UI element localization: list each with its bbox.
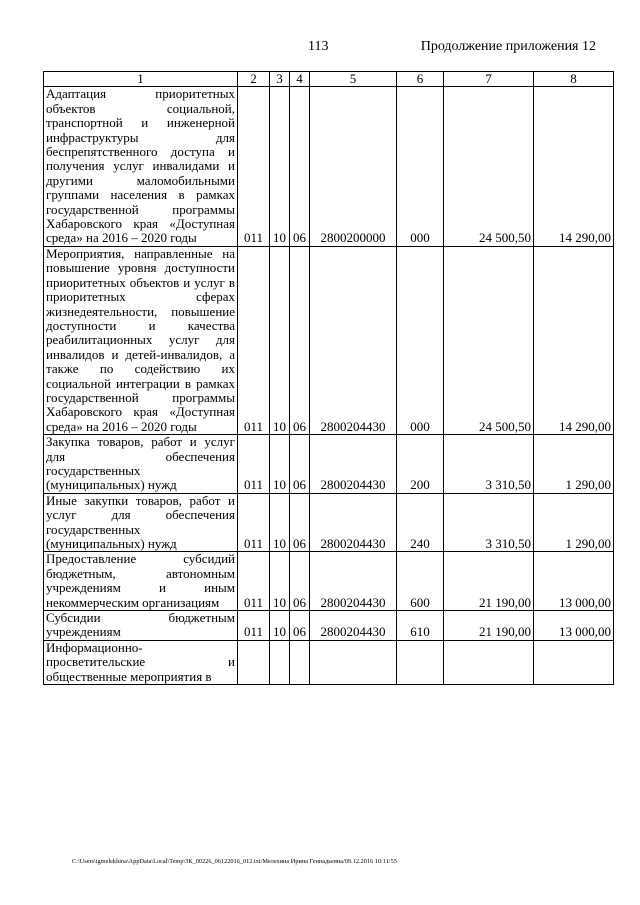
table-row <box>44 87 614 246</box>
code-ministry: 011 <box>238 435 270 494</box>
table-row <box>44 246 614 434</box>
code-expense-type: 600 <box>397 552 444 611</box>
code-target: 2800204430 <box>310 493 397 552</box>
row-name: Информационно-просветительские и общественные мероприятия в <box>44 640 238 684</box>
code-target: 2800204430 <box>310 611 397 641</box>
row-name: Предоставление субсидий бюджетным, автономным учреждениям и иным некоммерческим организациям <box>44 552 238 611</box>
code-expense-type: 240 <box>397 493 444 552</box>
amount-col8: 13 000,00 <box>534 611 614 641</box>
code-ministry: 011 <box>238 611 270 641</box>
code-subsection: 06 <box>290 552 310 611</box>
column-number: 2 <box>238 72 270 87</box>
page-number: 113 <box>308 39 329 54</box>
budget-table <box>43 71 614 685</box>
code-target: 2800204430 <box>310 246 397 434</box>
table-row <box>44 552 614 611</box>
column-number-row <box>44 72 614 87</box>
amount-col8: 14 290,00 <box>534 87 614 246</box>
row-name: Адаптация приоритетных объектов социальной, транспортной и инженерной инфраструктуры для беспрепятственного доступа и получения услуг инвалидами и другими маломобильными группами населения в рамках государственной программы Хабаровского края «Доступная среда» на 2016 – 2020 годы <box>44 87 238 246</box>
table-row <box>44 611 614 641</box>
code-subsection: 06 <box>290 611 310 641</box>
amount-col8: 14 290,00 <box>534 246 614 434</box>
column-number: 8 <box>534 72 614 87</box>
row-name: Субсидии бюджетным учреждениям <box>44 611 238 641</box>
code-ministry: 011 <box>238 552 270 611</box>
code-ministry <box>238 640 270 684</box>
column-number: 7 <box>444 72 534 87</box>
code-subsection <box>290 640 310 684</box>
code-expense-type: 610 <box>397 611 444 641</box>
code-expense-type: 000 <box>397 87 444 246</box>
code-subsection: 06 <box>290 246 310 434</box>
amount-col7: 24 500,50 <box>444 87 534 246</box>
code-section: 10 <box>270 435 290 494</box>
column-number: 3 <box>270 72 290 87</box>
row-name: Закупка товаров, работ и услуг для обеспечения государственных (муниципальных) нужд <box>44 435 238 494</box>
amount-col8: 1 290,00 <box>534 493 614 552</box>
code-subsection: 06 <box>290 493 310 552</box>
amount-col7: 21 190,00 <box>444 611 534 641</box>
amount-col7: 3 310,50 <box>444 493 534 552</box>
code-section: 10 <box>270 493 290 552</box>
code-target <box>310 640 397 684</box>
amount-col8: 13 000,00 <box>534 552 614 611</box>
code-subsection: 06 <box>290 87 310 246</box>
amount-col7: 21 190,00 <box>444 552 534 611</box>
column-number: 1 <box>44 72 238 87</box>
code-section: 10 <box>270 552 290 611</box>
code-section <box>270 640 290 684</box>
amount-col8: 1 290,00 <box>534 435 614 494</box>
table-row <box>44 493 614 552</box>
code-expense-type: 000 <box>397 246 444 434</box>
row-name: Мероприятия, направленные на повышение уровня доступности приоритетных объектов и услуг в приоритетных сферах жизнедеятельности, повышение доступности и качества реабилитационных услуг для инвалидов и детей-инвалидов, а также по содействию их социальной интеграции в рамках государственной программы Хабаровского края «Доступная среда» на 2016 – 2020 годы <box>44 246 238 434</box>
amount-col7: 24 500,50 <box>444 246 534 434</box>
table-row <box>44 640 614 684</box>
code-section: 10 <box>270 611 290 641</box>
column-number: 4 <box>290 72 310 87</box>
code-subsection: 06 <box>290 435 310 494</box>
appendix-note: Продолжение приложения 12 <box>420 39 596 54</box>
code-section: 10 <box>270 87 290 246</box>
code-target: 2800204430 <box>310 552 397 611</box>
code-section: 10 <box>270 246 290 434</box>
code-expense-type: 200 <box>397 435 444 494</box>
row-name: Иные закупки товаров, работ и услуг для обеспечения государственных (муниципальных) нужд <box>44 493 238 552</box>
table-row <box>44 435 614 494</box>
amount-col7 <box>444 640 534 684</box>
code-ministry: 011 <box>238 493 270 552</box>
amount-col8 <box>534 640 614 684</box>
code-ministry: 011 <box>238 246 270 434</box>
amount-col7: 3 310,50 <box>444 435 534 494</box>
code-target: 2800204430 <box>310 435 397 494</box>
code-target: 2800200000 <box>310 87 397 246</box>
column-number: 6 <box>397 72 444 87</box>
code-ministry: 011 <box>238 87 270 246</box>
column-number: 5 <box>310 72 397 87</box>
code-expense-type <box>397 640 444 684</box>
file-path-footer: C:\Users\igmelekhina\AppData\Local\Temp\ЗК_00226_06122016_012.txt/Мелехина Ирина Геннадьевна/09.12.2016 10:11:55 <box>72 858 397 865</box>
